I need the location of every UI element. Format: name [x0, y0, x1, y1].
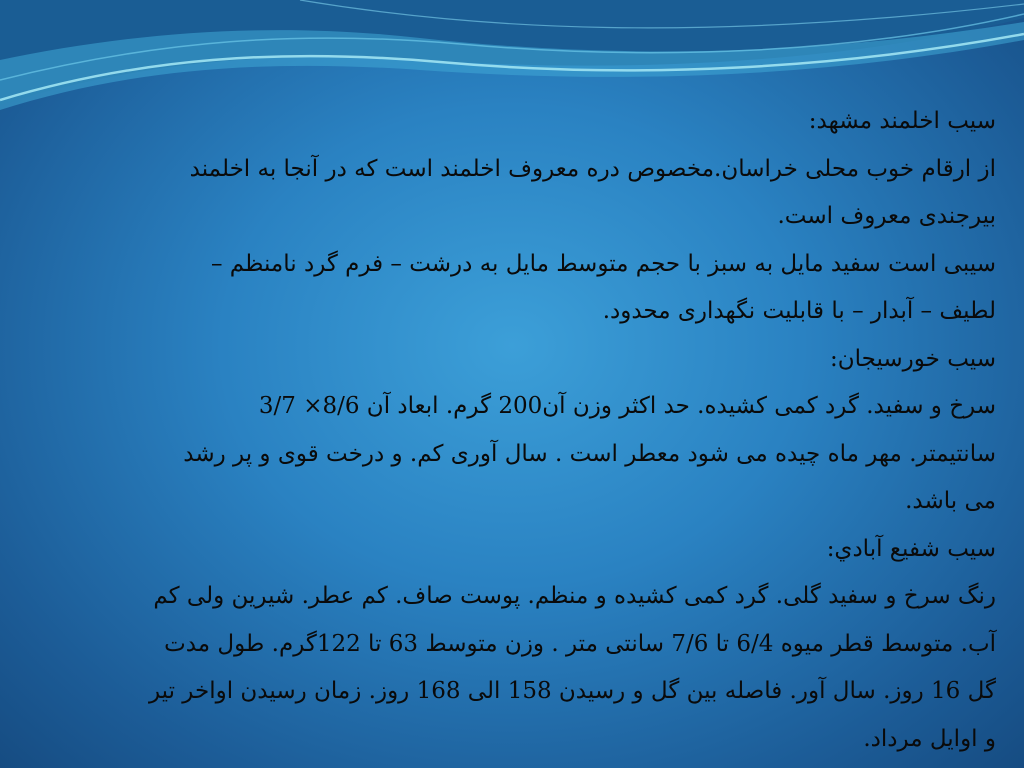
heading-akhlamand: سیب اخلمند مشهد: — [808, 108, 996, 134]
text-line: رنگ سرخ و سفید گلی. گرد کمی کشیده و منظم. پوست صاف. کم عطر. شیرین ولی کم — [153, 583, 996, 609]
text-line: بیرجندی معروف است. — [777, 203, 996, 229]
text-line: و اوایل مرداد. — [863, 725, 996, 752]
text-line: از ارقام خوب محلی خراسان.مخصوص دره معروف اخلمند است که در آنجا به اخلمند — [189, 155, 996, 182]
heading-khorsijan: سیب خورسیجان: — [829, 345, 996, 372]
text-line: سیبی است سفید مایل به سبز با حجم متوسط مایل به درشت – فرم گرد نامنظم – — [210, 250, 996, 277]
text-line: لطیف – آبدار – با قابلیت نگهداری محدود. — [602, 298, 996, 324]
text-line: می باشد. — [905, 488, 996, 514]
text-line: سرخ و سفید. گرد کمی کشیده. حد اکثر وزن آن200 گرم. ابعاد آن 8/6× 3/7 — [258, 393, 996, 419]
slide-body-text — [30, 98, 996, 763]
text-line: آب. متوسط قطر میوه 6/4 تا 7/6 سانتی متر . وزن متوسط 63 تا 122گرم. طول مدت — [164, 630, 996, 657]
text-line: سانتیمتر. مهر ماه چیده می شود معطر است . سال آوری کم. و درخت قوی و پر رشد — [183, 440, 996, 467]
text-line: گل 16 روز. سال آور. فاصله بین گل و رسیدن 158 الی 168 روز. زمان رسیدن اواخر تیر — [148, 678, 996, 704]
heading-shafiabadi: سیب شفیع آبادي: — [826, 535, 996, 562]
